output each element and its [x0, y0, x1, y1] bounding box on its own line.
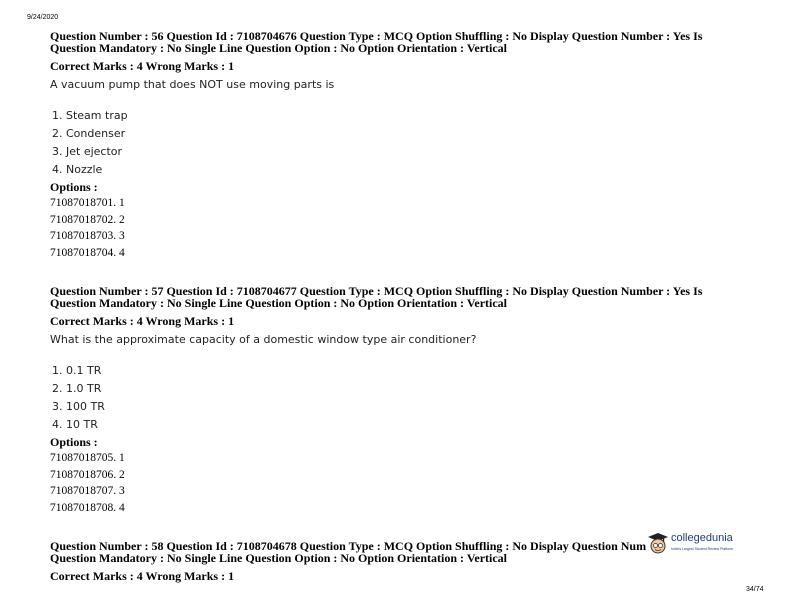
question-text: A vacuum pump that does NOT use moving parts is: [50, 78, 335, 91]
question-header-line-1: Question Number : 56 Question Id : 7108704676 Question Type : MCQ Option Shuffling : No Display Question Number : Yes Is: [50, 29, 703, 43]
option-id: 71087018705. 1: [50, 452, 125, 464]
option-id: 71087018702. 2: [50, 213, 125, 226]
print-date: 9/24/2020: [27, 14, 59, 21]
options-label: Options :: [50, 180, 98, 194]
answer-option: 4. 10 TR: [52, 418, 98, 431]
answer-option: 4. Nozzle: [52, 163, 103, 176]
question-text: What is the approximate capacity of a domestic window type air conditioner?: [50, 333, 477, 346]
question-57: [50, 285, 750, 516]
answer-option: 3. 100 TR: [52, 400, 105, 413]
answer-options: [52, 362, 750, 434]
logo-name: collegedunia: [671, 532, 733, 544]
option-id: 71087018703. 3: [50, 230, 125, 242]
option-id: 71087018706. 2: [50, 468, 125, 481]
question-marks: Correct Marks : 4 Wrong Marks : 1: [50, 569, 235, 583]
graduate-mascot-icon: [646, 530, 670, 556]
question-58: [50, 540, 750, 582]
answer-option: 2. 1.0 TR: [52, 382, 102, 395]
answer-option: 2. Condenser: [52, 127, 126, 140]
option-id: 71087018707. 3: [50, 485, 125, 497]
options-label: Options :: [50, 435, 98, 449]
answer-option: 3. Jet ejector: [52, 145, 123, 158]
answer-option: 1. 0.1 TR: [52, 364, 102, 377]
question-header-line-2: Question Mandatory : No Single Line Question Option : No Option Orientation : Vertical: [50, 296, 508, 310]
question-header-line-1: Question Number : 57 Question Id : 7108704677 Question Type : MCQ Option Shuffling : No Display Question Number : Yes Is: [50, 284, 703, 298]
option-id: 71087018701. 1: [50, 197, 125, 209]
question-header-line-2: Question Mandatory : No Single Line Question Option : No Option Orientation : Vertical: [50, 551, 508, 565]
question-header-line-1: Question Number : 58 Question Id : 7108704678 Question Type : MCQ Option Shuffling : No Display Question Num: [50, 539, 647, 553]
page-number: 34/74: [746, 586, 764, 593]
question-header-line-2: Question Mandatory : No Single Line Question Option : No Option Orientation : Vertical: [50, 41, 508, 55]
answer-option: 1. Steam trap: [52, 109, 128, 122]
option-id: 71087018708. 4: [50, 501, 125, 514]
question-marks: Correct Marks : 4 Wrong Marks : 1: [50, 314, 235, 328]
question-56: [50, 30, 750, 261]
option-id: 71087018704. 4: [50, 246, 125, 259]
answer-options: [52, 107, 750, 179]
question-marks: Correct Marks : 4 Wrong Marks : 1: [50, 59, 235, 73]
collegedunia-logo: [646, 530, 750, 560]
logo-tagline: India's Largest Student Review Platform: [671, 547, 734, 551]
